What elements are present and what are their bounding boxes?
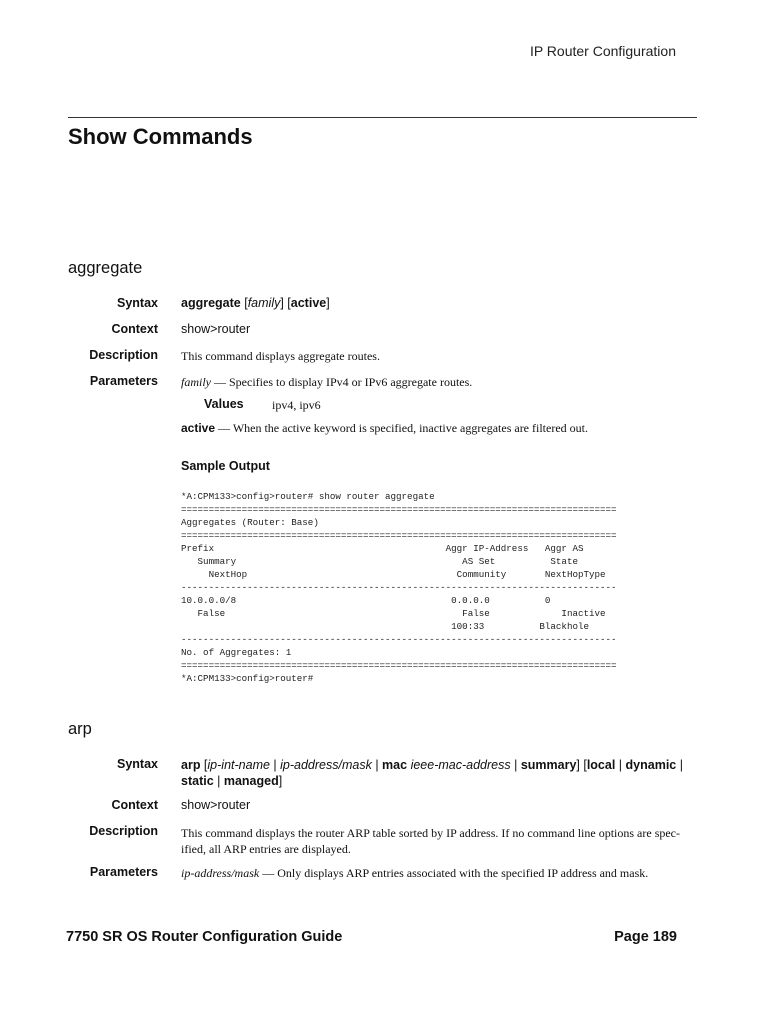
syntax-keyword: arp [181, 758, 201, 772]
description-label: Description [89, 824, 158, 838]
footer-page-number: Page 189 [614, 929, 677, 945]
parameter-name: ip-address/mask [181, 866, 260, 880]
running-header: IP Router Configuration [529, 43, 676, 59]
sample-output-label: Sample Output [181, 459, 270, 473]
description-text: This command displays the router ARP table sorted by IP address. If no command line options are spec-ified, all ARP entries are displayed. [181, 826, 681, 856]
command-heading-aggregate: aggregate [68, 259, 143, 277]
syntax-label: Syntax [117, 757, 158, 771]
description-label: Description [89, 348, 158, 362]
parameters-label: Parameters [89, 865, 158, 879]
syntax-punct: ] [ [576, 758, 587, 772]
syntax-keyword: aggregate [181, 296, 241, 310]
syntax-param: ip-int-name [207, 758, 270, 772]
syntax-param: family [247, 296, 281, 310]
syntax-punct: ] [ [280, 296, 291, 310]
syntax-keyword: dynamic [625, 758, 677, 772]
parameter-name: family [181, 375, 211, 389]
syntax-punct: | [371, 758, 383, 772]
syntax-keyword: summary [520, 758, 577, 772]
syntax-punct: ] [278, 774, 283, 788]
syntax-punct: | [213, 774, 224, 788]
parameter-description: — Only displays ARP entries associated with the specified IP address and mask. [259, 866, 649, 880]
syntax-punct: | [510, 758, 521, 772]
syntax-keyword: mac [382, 758, 408, 772]
syntax-punct: | [676, 758, 683, 772]
syntax-keyword: static [181, 774, 214, 788]
syntax-keyword: local [586, 758, 616, 772]
syntax-value [181, 757, 701, 789]
values-label: Values [204, 397, 244, 411]
sample-output-code: *A:CPM133>config>router# show router aggregate =============================================================================== Aggregates (Router: Base) =============================================================================== Prefix Aggr IP-Address Aggr AS Summary AS Set State NextHop Community NextHopType ------------------------------------------------------------------------------- 10.0.0.0/8 0.0.0.0 0 False False Inactive 100:33 Blackhole ------------------------------------------------------------------------------- No. of Aggregates: 1 =============================================================================== *A:CPM133>config>router# [181, 491, 617, 684]
context-label: Context [111, 798, 158, 812]
syntax-punct: [ [200, 758, 208, 772]
footer-guide-title: 7750 SR OS Router Configuration Guide [66, 929, 343, 945]
context-label: Context [111, 322, 158, 336]
values-value: ipv4, ipv6 [272, 398, 321, 412]
syntax-param: ieee-mac-address [410, 758, 511, 772]
parameter-ip-address-mask [181, 866, 648, 881]
context-value: show>router [181, 798, 251, 812]
syntax-punct: | [615, 758, 626, 772]
section-title: Show Commands [68, 124, 253, 149]
header-rule [68, 117, 697, 118]
parameter-name: active [181, 421, 216, 435]
syntax-value [181, 296, 330, 310]
description-text: This command displays aggregate routes. [181, 349, 380, 363]
syntax-punct: ] [326, 296, 330, 310]
parameter-description: — When the active keyword is specified, inactive aggregates are filtered out. [215, 421, 588, 435]
syntax-keyword: managed [223, 774, 279, 788]
syntax-label: Syntax [117, 296, 158, 310]
command-heading-arp: arp [68, 720, 92, 738]
parameter-description: — Specifies to display IPv4 or IPv6 aggregate routes. [211, 375, 473, 389]
parameters-label: Parameters [89, 374, 158, 388]
syntax-punct: | [269, 758, 281, 772]
syntax-param: ip-address/mask [280, 758, 372, 772]
parameter-active [181, 421, 588, 436]
parameter-family [181, 375, 472, 390]
syntax-keyword: active [290, 296, 327, 310]
syntax-punct: [ [240, 296, 248, 310]
context-value: show>router [181, 322, 251, 336]
